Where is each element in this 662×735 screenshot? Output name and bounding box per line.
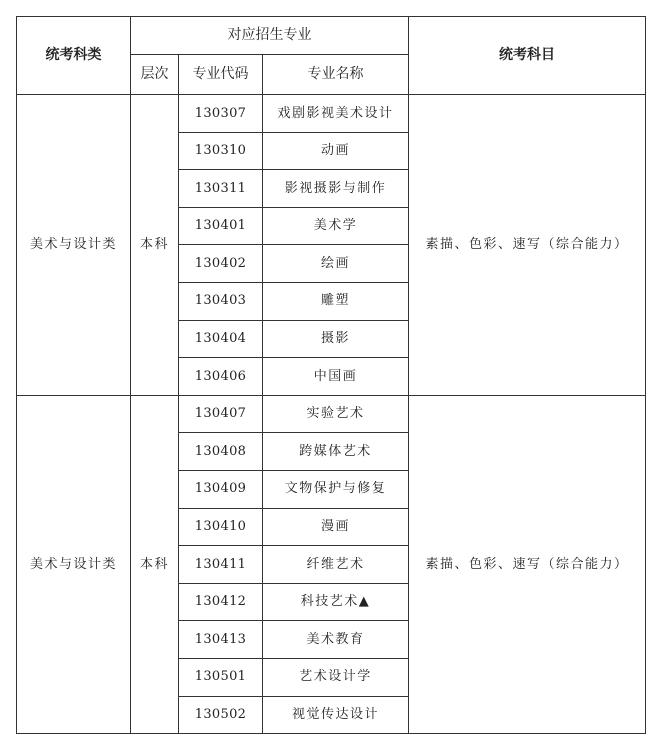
cell-code: 130307 xyxy=(179,95,263,133)
cell-category: 美术与设计类 xyxy=(17,395,131,733)
cell-major-name: 影视摄影与制作 xyxy=(263,170,409,208)
header-subjects: 统考科目 xyxy=(409,17,646,95)
cell-code: 130402 xyxy=(179,245,263,283)
table-row xyxy=(17,395,646,433)
header-majors-group: 对应招生专业 xyxy=(131,17,409,55)
cell-major-name: 绘画 xyxy=(263,245,409,283)
header-row-1 xyxy=(17,17,646,55)
cell-major-name: 美术教育 xyxy=(263,621,409,659)
cell-major-name: 视觉传达设计 xyxy=(263,696,409,734)
cell-major-name: 动画 xyxy=(263,132,409,170)
cell-major-name: 漫画 xyxy=(263,508,409,546)
cell-code: 130401 xyxy=(179,207,263,245)
majors-table xyxy=(16,16,646,734)
cell-major-name: 雕塑 xyxy=(263,282,409,320)
header-level: 层次 xyxy=(131,55,179,95)
cell-major-name: 摄影 xyxy=(263,320,409,358)
cell-code: 130501 xyxy=(179,658,263,696)
cell-code: 130403 xyxy=(179,282,263,320)
cell-major-name: 中国画 xyxy=(263,358,409,396)
cell-code: 130408 xyxy=(179,433,263,471)
header-category: 统考科类 xyxy=(17,17,131,95)
cell-subjects: 素描、色彩、速写（综合能力） xyxy=(409,95,646,396)
cell-major-name: 科技艺术▲ xyxy=(263,583,409,621)
table-row xyxy=(17,95,646,133)
cell-code: 130412 xyxy=(179,583,263,621)
cell-code: 130311 xyxy=(179,170,263,208)
cell-major-name: 跨媒体艺术 xyxy=(263,433,409,471)
cell-code: 130310 xyxy=(179,132,263,170)
cell-major-name: 艺术设计学 xyxy=(263,658,409,696)
cell-code: 130407 xyxy=(179,395,263,433)
cell-code: 130502 xyxy=(179,696,263,734)
cell-major-name: 文物保护与修复 xyxy=(263,470,409,508)
cell-level: 本科 xyxy=(131,395,179,733)
cell-code: 130404 xyxy=(179,320,263,358)
cell-major-name: 美术学 xyxy=(263,207,409,245)
cell-code: 130410 xyxy=(179,508,263,546)
cell-major-name: 实验艺术 xyxy=(263,395,409,433)
cell-subjects: 素描、色彩、速写（综合能力） xyxy=(409,395,646,733)
cell-code: 130409 xyxy=(179,470,263,508)
header-name: 专业名称 xyxy=(263,55,409,95)
cell-code: 130411 xyxy=(179,546,263,584)
cell-category: 美术与设计类 xyxy=(17,95,131,396)
cell-level: 本科 xyxy=(131,95,179,396)
cell-code: 130406 xyxy=(179,358,263,396)
header-code: 专业代码 xyxy=(179,55,263,95)
cell-major-name: 纤维艺术 xyxy=(263,546,409,584)
cell-major-name: 戏剧影视美术设计 xyxy=(263,95,409,133)
cell-code: 130413 xyxy=(179,621,263,659)
